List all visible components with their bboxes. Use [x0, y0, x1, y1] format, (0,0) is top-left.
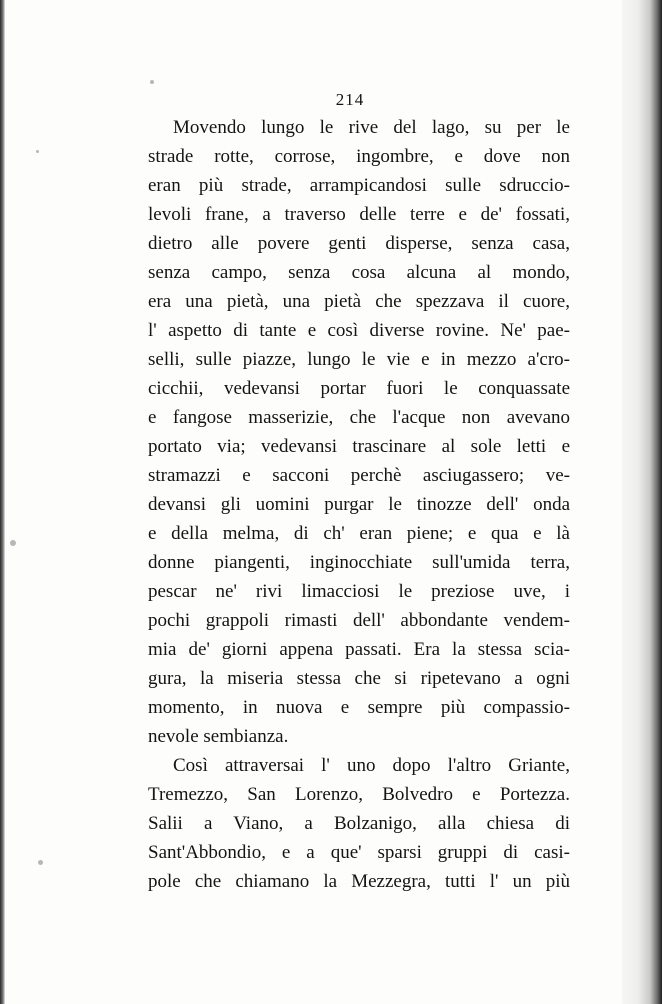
text-line: pochi grappoli rimasti dell' abbondante vendem-: [148, 610, 570, 631]
text-line: e della melma, di ch' eran piene; e qua e là: [148, 523, 570, 544]
paragraph: [148, 751, 570, 896]
text-line: Così attraversai l' uno dopo l'altro Griante,: [173, 755, 570, 776]
text-line: selli, sulle piazze, lungo le vie e in mezzo a'cro-: [148, 349, 570, 370]
text-line: momento, in nuova e sempre più compassio-: [148, 697, 570, 718]
paragraph: [148, 113, 570, 751]
text-line: devansi gli uomini purgar le tinozze dell' onda: [148, 494, 570, 515]
text-line: nevole sembianza.: [148, 726, 289, 747]
text-line: stramazzi e sacconi perchè asciugassero; ve-: [148, 465, 570, 486]
text-line: eran più strade, arrampicandosi sulle sdruccio-: [148, 175, 570, 196]
text-line: Sant'Abbondio, e a que' sparsi gruppi di casi-: [148, 842, 570, 863]
text-line: senza campo, senza cosa alcuna al mondo,: [148, 262, 570, 283]
text-line: gura, la miseria stessa che si ripetevano a ogni: [148, 668, 570, 689]
text-line: cicchii, vedevansi portar fuori le conquassate: [148, 378, 570, 399]
text-line: l' aspetto di tante e così diverse rovine. Ne' pae-: [148, 320, 570, 341]
text-line: Tremezzo, San Lorenzo, Bolvedro e Portezza.: [148, 784, 570, 805]
text-line: Movendo lungo le rive del lago, su per le: [173, 117, 570, 138]
paper-speck: [38, 860, 43, 865]
text-line: era una pietà, una pietà che spezzava il cuore,: [148, 291, 570, 312]
text-line: pescar ne' rivi limacciosi le preziose uve, i: [148, 581, 570, 602]
text-line: levoli frane, a traverso delle terre e de' fossati,: [148, 204, 570, 225]
page-right-edge-shadow: [622, 0, 662, 1004]
text-line: dietro alle povere genti disperse, senza casa,: [148, 233, 570, 254]
text-line: donne piangenti, inginocchiate sull'umida terra,: [148, 552, 570, 573]
paper-speck: [10, 540, 16, 546]
page-left-edge-shadow: [0, 0, 5, 1004]
text-line: portato via; vedevansi trascinare al sole letti e: [148, 436, 570, 457]
body-text: [148, 113, 570, 896]
paper-speck: [150, 80, 154, 84]
text-line: pole che chiamano la Mezzegra, tutti l' un più: [148, 871, 570, 892]
page-number: 214: [335, 90, 365, 109]
text-line: strade rotte, corrose, ingombre, e dove non: [148, 146, 570, 167]
text-line: Salii a Viano, a Bolzanigo, alla chiesa di: [148, 813, 570, 834]
text-line: mia de' giorni appena passati. Era la stessa scia-: [148, 639, 570, 660]
text-line: e fangose masserizie, che l'acque non avevano: [148, 407, 570, 428]
paper-speck: [36, 150, 39, 153]
